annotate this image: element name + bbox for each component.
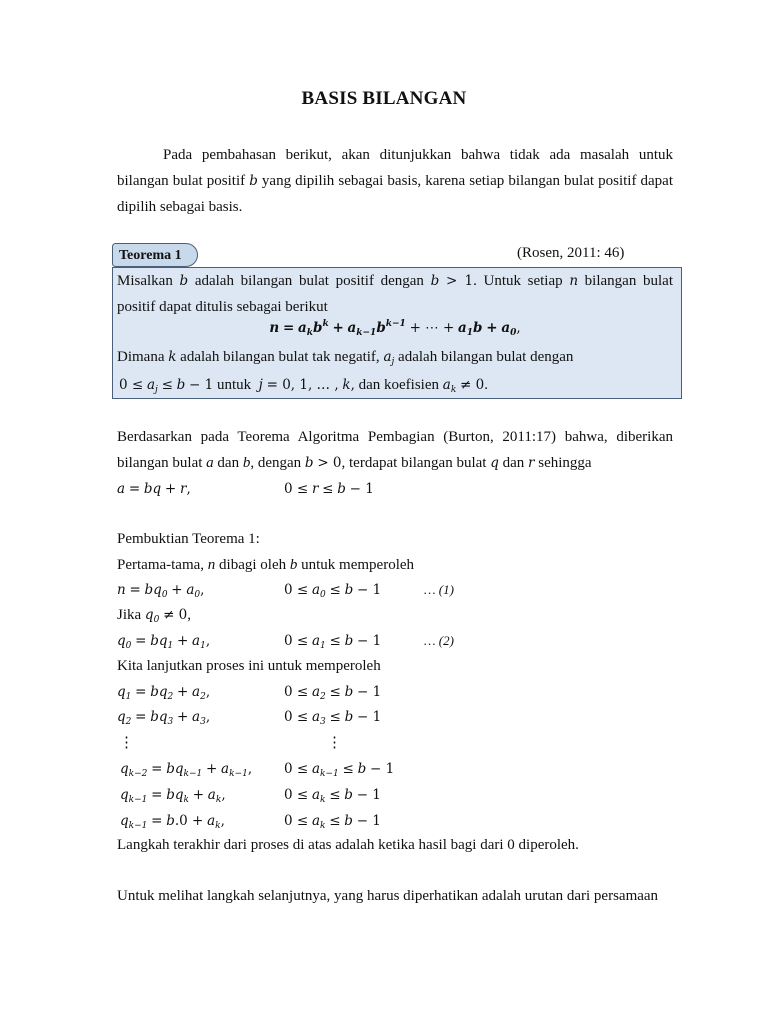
equation-6: $q_{k-1} = bq_k + a_k$, $0 \le a_k \le b - 1$ [120,787,381,805]
if-condition: Jika $q_0 \ne 0$, [117,607,192,625]
vertical-ellipsis-row [0,730,768,756]
equation-1: $n = bq_0 + a_0$, $0 \le a_0 \le b - 1$ … (1) [0,577,768,603]
theorem-formula: $n = a_kb^k + a_{k-1}b^{k-1}$ + ⋯ + $a_1b + a_0$, [269,319,521,338]
last-step-text: Langkah terakhir dari proses di atas adalah ketika hasil bagi dari 0 diperoleh. [117,837,579,853]
division-paragraph: Berdasarkan pada Teorema Algoritma Pembagian (Burton, 2011:17) bahwa, diberikan bilangan bulat a dan b, dengan b > 0, terdapat bilangan bulat q dan r sehingga [117,429,673,471]
equation-2-tag: … (2) [424,633,454,648]
proof-step-1: Pertama-tama, n dibagi oleh b untuk memperoleh [117,557,415,573]
equation-3: $q_1 = bq_2 + a_2$, $0 \le a_2 \le b - 1$ [117,684,382,702]
equation-7: $q_{k-1} = b.0 + a_k$, $0 \le a_k \le b - 1$ [120,813,381,831]
proof-heading: Pembuktian Teorema 1: [117,531,260,547]
equation-1-tag: … (1) [424,582,454,597]
theorem-condition: Dimana k adalah bilangan bulat tak negatif, $a_j$ adalah bilangan bulat dengan [117,349,574,367]
page-title: BASIS BILANGAN [301,88,467,109]
theorem-statement: Misalkan b adalah bilangan bulat positif dengan b > 1. Untuk setiap n bilangan bulat positif dapat ditulis sebagai berikut [117,273,673,315]
closing-paragraph: Untuk melihat langkah selanjutnya, yang harus diperhatikan adalah urutan dari persamaan [117,888,659,904]
equation-2: $q_0 = bq_1 + a_1$, $0 \le a_1 \le b - 1$ … (2) [0,628,768,654]
equation-4: $q_2 = bq_3 + a_3$, $0 \le a_3 \le b - 1$ [117,709,382,727]
vdots-right: ⋮ [327,735,342,751]
division-equation: a = bq + r, 0 ≤ r ≤ b − 1 [117,481,374,497]
continue-text: Kita lanjutkan proses ini untuk memperoleh [117,658,381,674]
vdots-left: ⋮ [119,735,134,751]
theorem-reference: (Rosen, 2011: 46) [517,245,625,261]
theorem-range: $0 \le a_j \le b - 1$ untuk j = 0, 1, … , k, dan koefisien $a_k \ne 0$. [119,377,488,395]
intro-paragraph: Pada pembahasan berikut, akan ditunjukkan bahwa tidak ada masalah untuk bilangan bulat positif b yang dipilih sebagai basis, karena setiap bilangan bulat positif dapat dipilih sebagai basis. [117,147,673,215]
theorem-label: Teorema 1 [112,243,198,267]
equation-5: $q_{k-2} = bq_{k-1} + a_{k-1}$, $0 \le a_{k-1} \le b - 1$ [120,761,395,779]
